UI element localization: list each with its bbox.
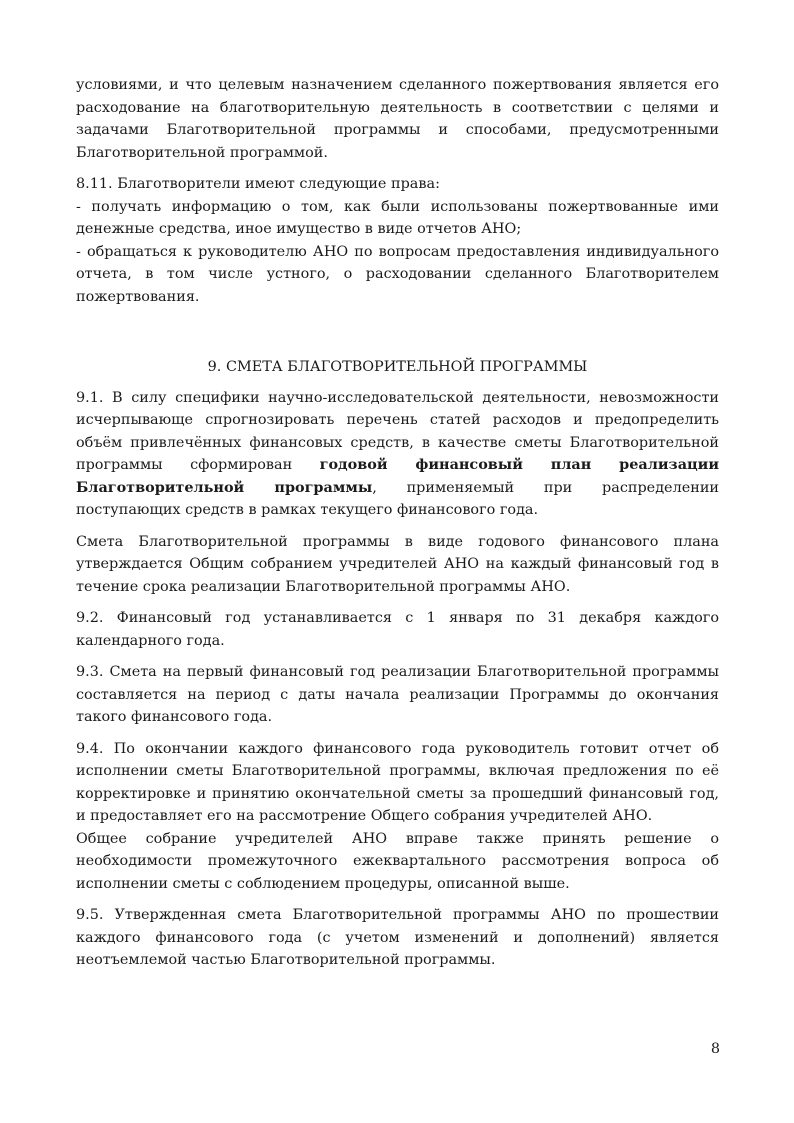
paragraph-9-4-continued: Общее собрание учредителей АНО вправе также принять решение о необходимости промежуточного ежеквартального рассмотрения вопроса об исполнении сметы с соблюдением процедуры, описанной выше. bbox=[76, 830, 719, 892]
paragraph-9-3: 9.3. Смета на первый финансовый год реализации Благотворительной программы составляется на период с даты начала реализации Программы до окончания такого финансового года. bbox=[76, 664, 719, 725]
section-heading: 9. СМЕТА БЛАГОТВОРИТЕЛЬНОЙ ПРОГРАММЫ bbox=[207, 359, 588, 375]
paragraph-9-1-continued: Смета Благотворительной программы в виде годового финансового плана утверждается Общим собранием учредителей АНО на каждый финансовый год в течение срока реализации Благотворительной программы АНО. bbox=[76, 533, 719, 595]
paragraph-8-10-continued: условиями, и что целевым назначением сделанного пожертвования является его расходование на благотворительную деятельность в соответствии с целями и задачами Благотворительной программы и способами, предусмотренными Благотворительной программой. bbox=[76, 77, 719, 161]
paragraph-9-4 bbox=[76, 738, 719, 896]
paragraph-9-1-text-start: 9.1. В силу специфики научно-исследовательской деятельности, невозможности исчерпывающе спрогнозировать перечень статей расходов и предопределить объём привлечённых финансовых средств, в качестве сметы Благотворительной программы сформирован bbox=[76, 389, 719, 473]
rights-item-1: - получать информацию о том, как были использованы пожертвованные ими денежные средства, иное имущество в виде отчетов АНО; bbox=[76, 198, 719, 237]
paragraph-9-4-text: 9.4. По окончании каждого финансового года руководитель готовит отчет об исполнении сметы Благотворительной программы, включая предложения по её корректировке и принятию окончательной сметы за прошедший финансовый год, и предоставляет его на рассмотрение Общего собрания учредителей АНО. bbox=[76, 740, 719, 824]
paragraph-8-11 bbox=[76, 173, 719, 308]
document-body bbox=[76, 74, 719, 972]
rights-item-2: - обращаться к руководителю АНО по вопросам предоставления индивидуального отчета, в том числе устного, о расходовании сделанного Благотворителем пожертвования. bbox=[76, 243, 719, 305]
page-number: 8 bbox=[710, 1041, 720, 1057]
paragraph-9-1 bbox=[76, 387, 719, 522]
paragraph-9-1-text-end: , применяемый при распределении поступающих средств в рамках текущего финансового года. bbox=[76, 479, 720, 518]
paragraph-9-1-bold-text: годовой финансовый план реализации Благотворительной программы bbox=[76, 456, 720, 496]
paragraph-9-5: 9.5. Утвержденная смета Благотворительной программы АНО по прошествии каждого финансового года (с учетом изменений и дополнений) является неотъемлемой частью Благотворительной программы. bbox=[76, 907, 719, 968]
paragraph-8-11-title: 8.11. Благотворители имеют следующие права: bbox=[76, 176, 440, 192]
paragraph-9-2: 9.2. Финансовый год устанавливается с 1 января по 31 декабря каждого календарного года. bbox=[76, 610, 719, 649]
